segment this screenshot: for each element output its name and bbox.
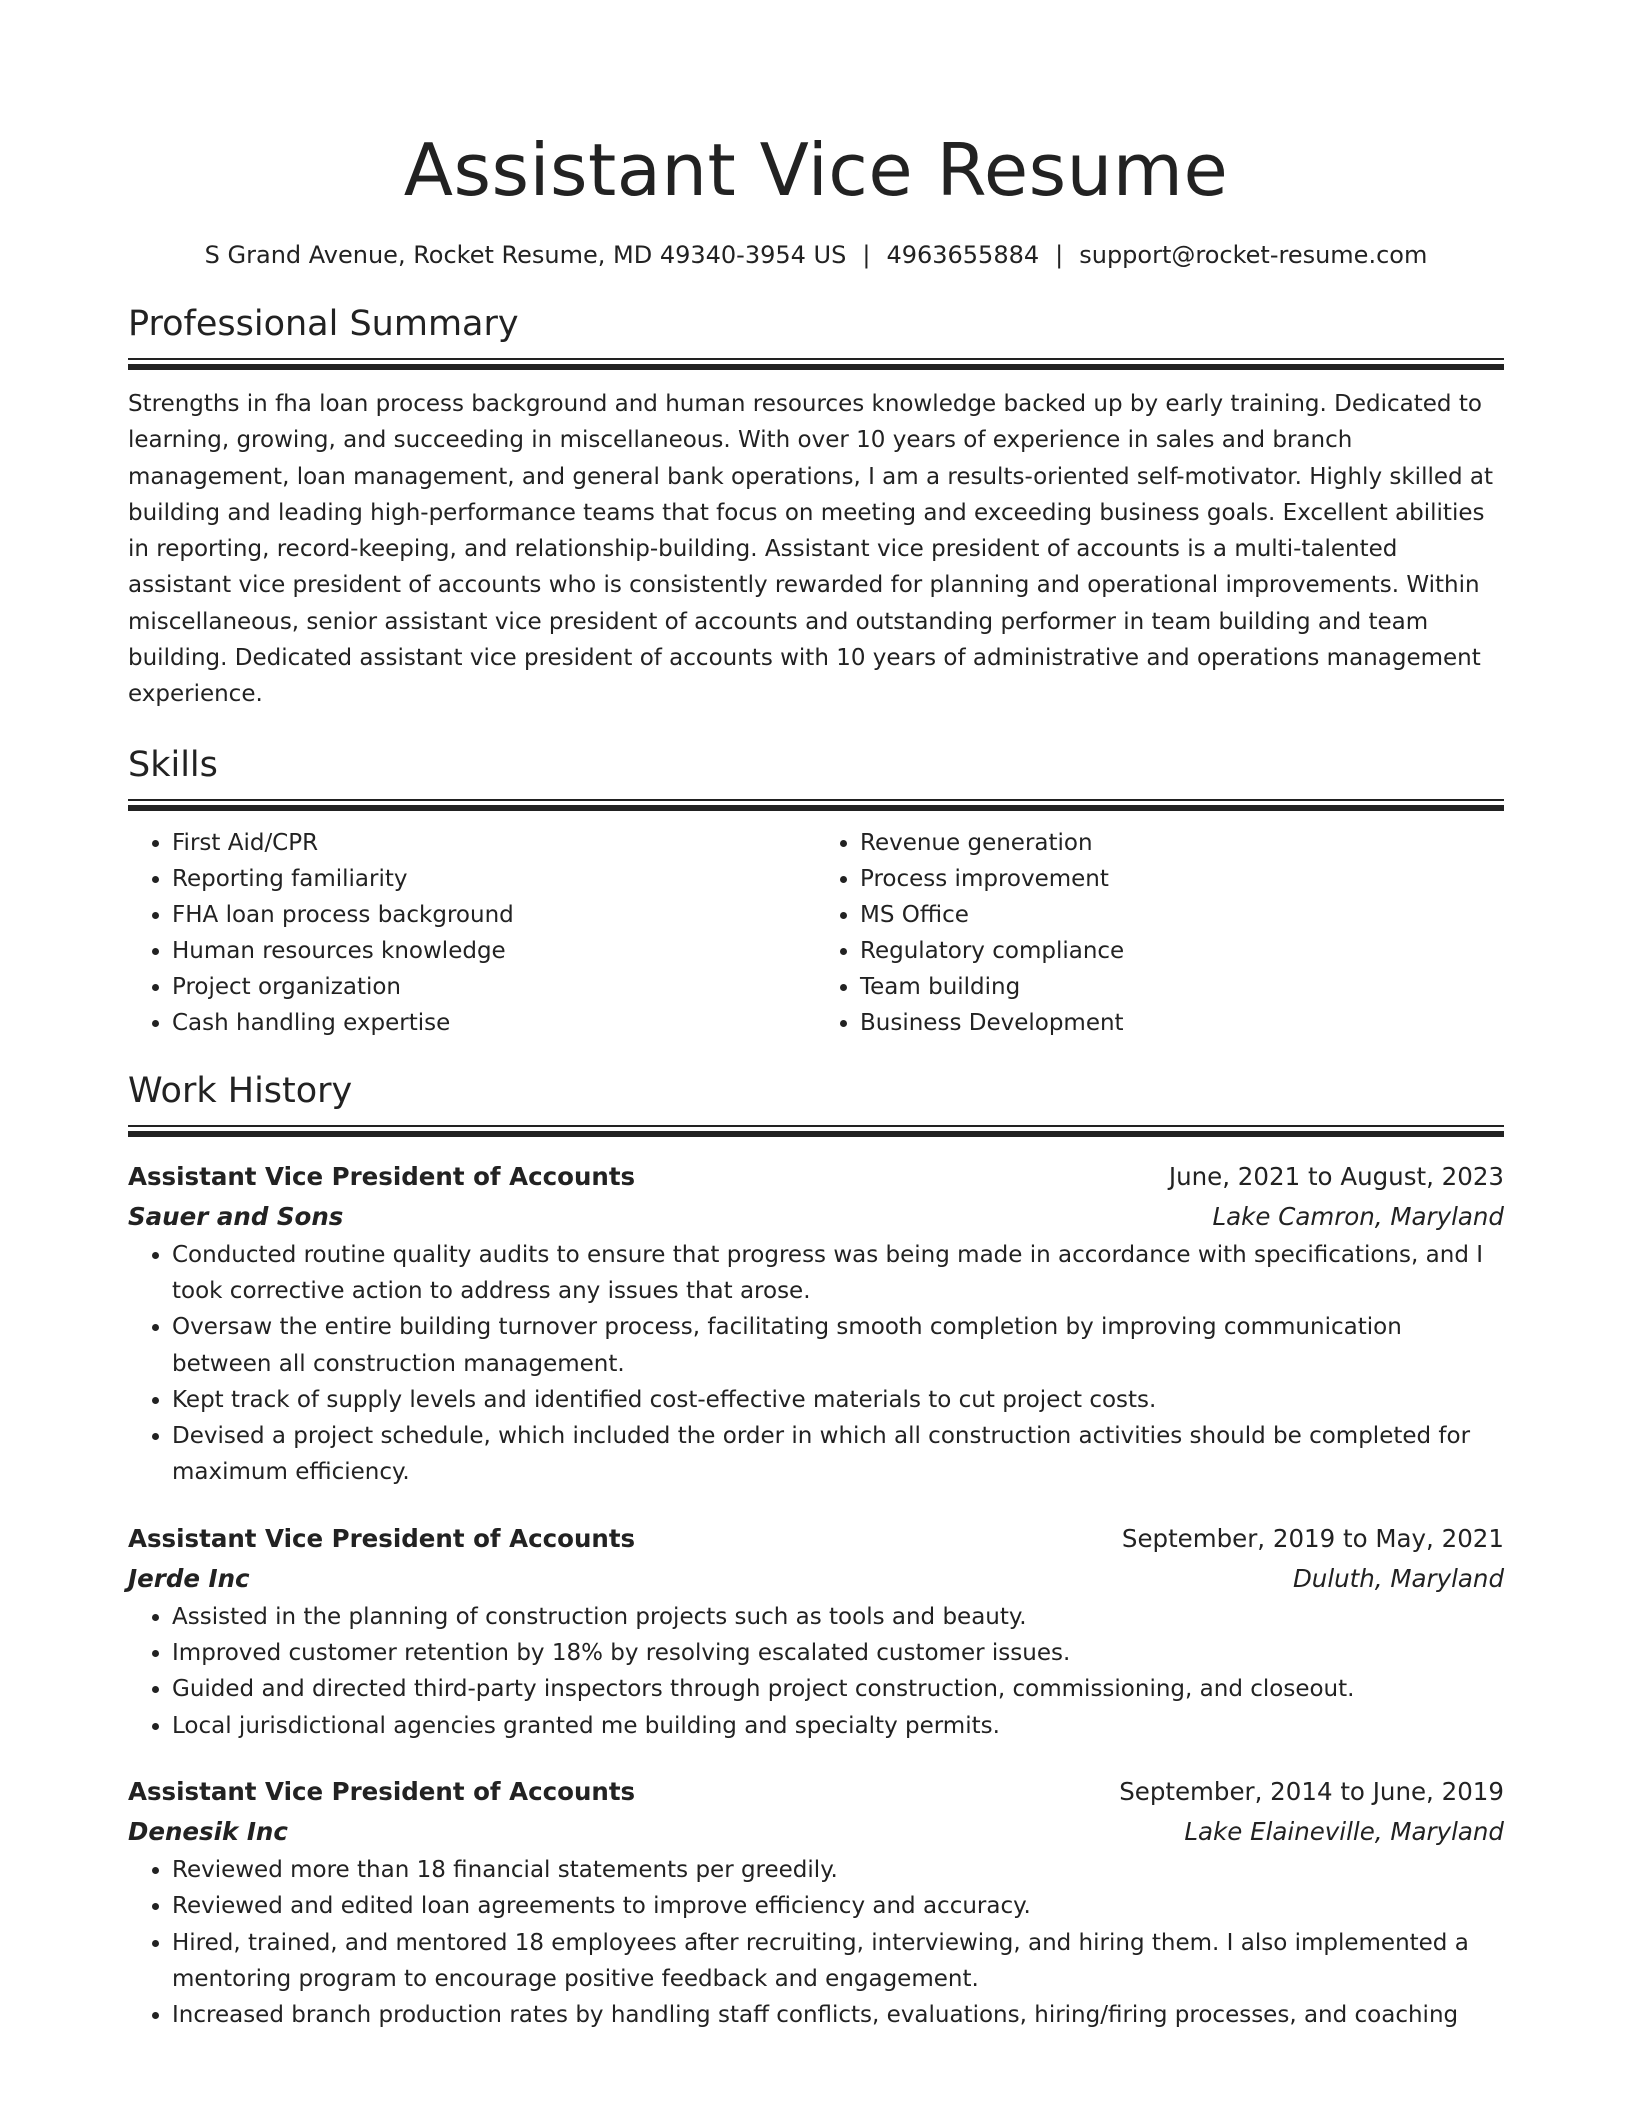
skills-column-right: [816, 825, 1504, 1041]
skills-section: [128, 743, 1504, 1041]
contact-separator: |: [1055, 241, 1064, 269]
skill-item: • Revenue generation: [860, 825, 1504, 861]
summary-heading: Professional Summary: [128, 304, 519, 344]
job-bullet: • Guided and directed third-party inspectors through project construction, commissioning, and closeout.: [172, 1671, 1504, 1707]
job-location: Duluth, Maryland: [1292, 1563, 1504, 1593]
skill-item: • Project organization: [172, 969, 816, 1005]
job-bullet: • Reviewed more than 18 financial statements per greedily.: [172, 1852, 1504, 1888]
section-divider: [128, 1125, 1504, 1139]
job-entry: [128, 1772, 1504, 2033]
job-bullet: • Reviewed and edited loan agreements to improve efficiency and accuracy.: [172, 1888, 1504, 1924]
work-heading: Work History: [128, 1070, 353, 1111]
job-dates: September, 2019 to May, 2021: [1121, 1523, 1504, 1553]
job-bullet: • Oversaw the entire building turnover process, facilitating smooth completion by improving communication between all construction management.: [172, 1309, 1504, 1382]
job-title: Assistant Vice President of Accounts: [128, 1776, 636, 1806]
skills-column-left: [128, 825, 816, 1041]
job-company: Jerde Inc: [128, 1563, 250, 1593]
skill-item: • First Aid/CPR: [172, 825, 816, 861]
job-header: [128, 1772, 1504, 1812]
job-bullet: • Assisted in the planning of construction projects such as tools and beauty.: [172, 1599, 1504, 1635]
job-location: Lake Camron, Maryland: [1212, 1201, 1504, 1231]
job-entry: [128, 1519, 1504, 1744]
skill-item: • FHA loan process background: [172, 897, 816, 933]
job-bullet: • Local jurisdictional agencies granted me building and specialty permits.: [172, 1708, 1504, 1744]
skill-item: • Regulatory compliance: [860, 933, 1504, 969]
skill-item: • Cash handling expertise: [172, 1005, 816, 1041]
contact-address: S Grand Avenue, Rocket Resume, MD 49340-3954 US: [204, 241, 847, 269]
job-title: Assistant Vice President of Accounts: [128, 1523, 636, 1553]
skill-item: • Business Development: [860, 1005, 1504, 1041]
job-subheader: [128, 1812, 1504, 1852]
skill-item: • Process improvement: [860, 861, 1504, 897]
contact-email: support@rocket-resume.com: [1079, 241, 1428, 269]
resume-name: Assistant Vice Resume: [403, 128, 1229, 212]
summary-section: [128, 302, 1504, 713]
contact-line: [128, 238, 1504, 272]
skill-item: • Human resources knowledge: [172, 933, 816, 969]
job-location: Lake Elaineville, Maryland: [1184, 1816, 1504, 1846]
contact-phone: 4963655884: [886, 241, 1040, 269]
job-subheader: [128, 1559, 1504, 1599]
job-title: Assistant Vice President of Accounts: [128, 1161, 636, 1191]
job-dates: June, 2021 to August, 2023: [1168, 1161, 1504, 1191]
section-divider: [128, 799, 1504, 813]
work-section: [128, 1069, 1504, 2034]
job-entry: [128, 1157, 1504, 1491]
job-header: [128, 1157, 1504, 1197]
job-dates: September, 2014 to June, 2019: [1119, 1776, 1504, 1806]
skill-item: • MS Office: [860, 897, 1504, 933]
skills-heading: Skills: [128, 744, 218, 785]
contact-separator: |: [862, 241, 871, 269]
job-header: [128, 1519, 1504, 1559]
summary-text: Strengths in fha loan process background and human resources knowledge backed up by early training. Dedicated to learning, growing, and succeeding in miscellaneous. With over 10 years of experience in sales and branch management, loan management, and general bank operations, I am a results-oriented self-motivator. Highly skilled at building and leading high-performance teams that focus on meeting and exceeding business goals. Excellent abilities in reporting, record-keeping, and relationship-building. Assistant vice president of accounts is a multi-talented assistant vice president of accounts who is consistently rewarded for planning and operational improvements. Within miscellaneous, senior assistant vice president of accounts and outstanding performer in team building and team building. Dedicated assistant vice president of accounts with 10 years of administrative and operations management experience.: [128, 391, 1494, 708]
resume-page: [128, 118, 1504, 2033]
job-bullet: • Devised a project schedule, which included the order in which all construction activities should be completed for maximum efficiency.: [172, 1418, 1504, 1491]
job-subheader: [128, 1197, 1504, 1237]
job-bullet: • Increased branch production rates by handling staff conflicts, evaluations, hiring/firing processes, and coaching: [172, 1997, 1504, 2033]
section-divider: [128, 358, 1504, 372]
job-bullets: [128, 1852, 1504, 2033]
job-bullets: [128, 1237, 1504, 1491]
job-bullet: • Kept track of supply levels and identified cost-effective materials to cut project costs.: [172, 1382, 1504, 1418]
job-bullet: • Improved customer retention by 18% by resolving escalated customer issues.: [172, 1635, 1504, 1671]
job-company: Denesik Inc: [128, 1816, 288, 1846]
skill-item: • Reporting familiarity: [172, 861, 816, 897]
job-bullet: • Hired, trained, and mentored 18 employees after recruiting, interviewing, and hiring them. I also implemented a mentoring program to encourage positive feedback and engagement.: [172, 1925, 1504, 1998]
job-company: Sauer and Sons: [128, 1201, 344, 1231]
skills-list: [128, 825, 1504, 1041]
job-bullets: [128, 1599, 1504, 1744]
job-bullet: • Conducted routine quality audits to ensure that progress was being made in accordance with specifications, and I took corrective action to address any issues that arose.: [172, 1237, 1504, 1310]
skill-item: • Team building: [860, 969, 1504, 1005]
